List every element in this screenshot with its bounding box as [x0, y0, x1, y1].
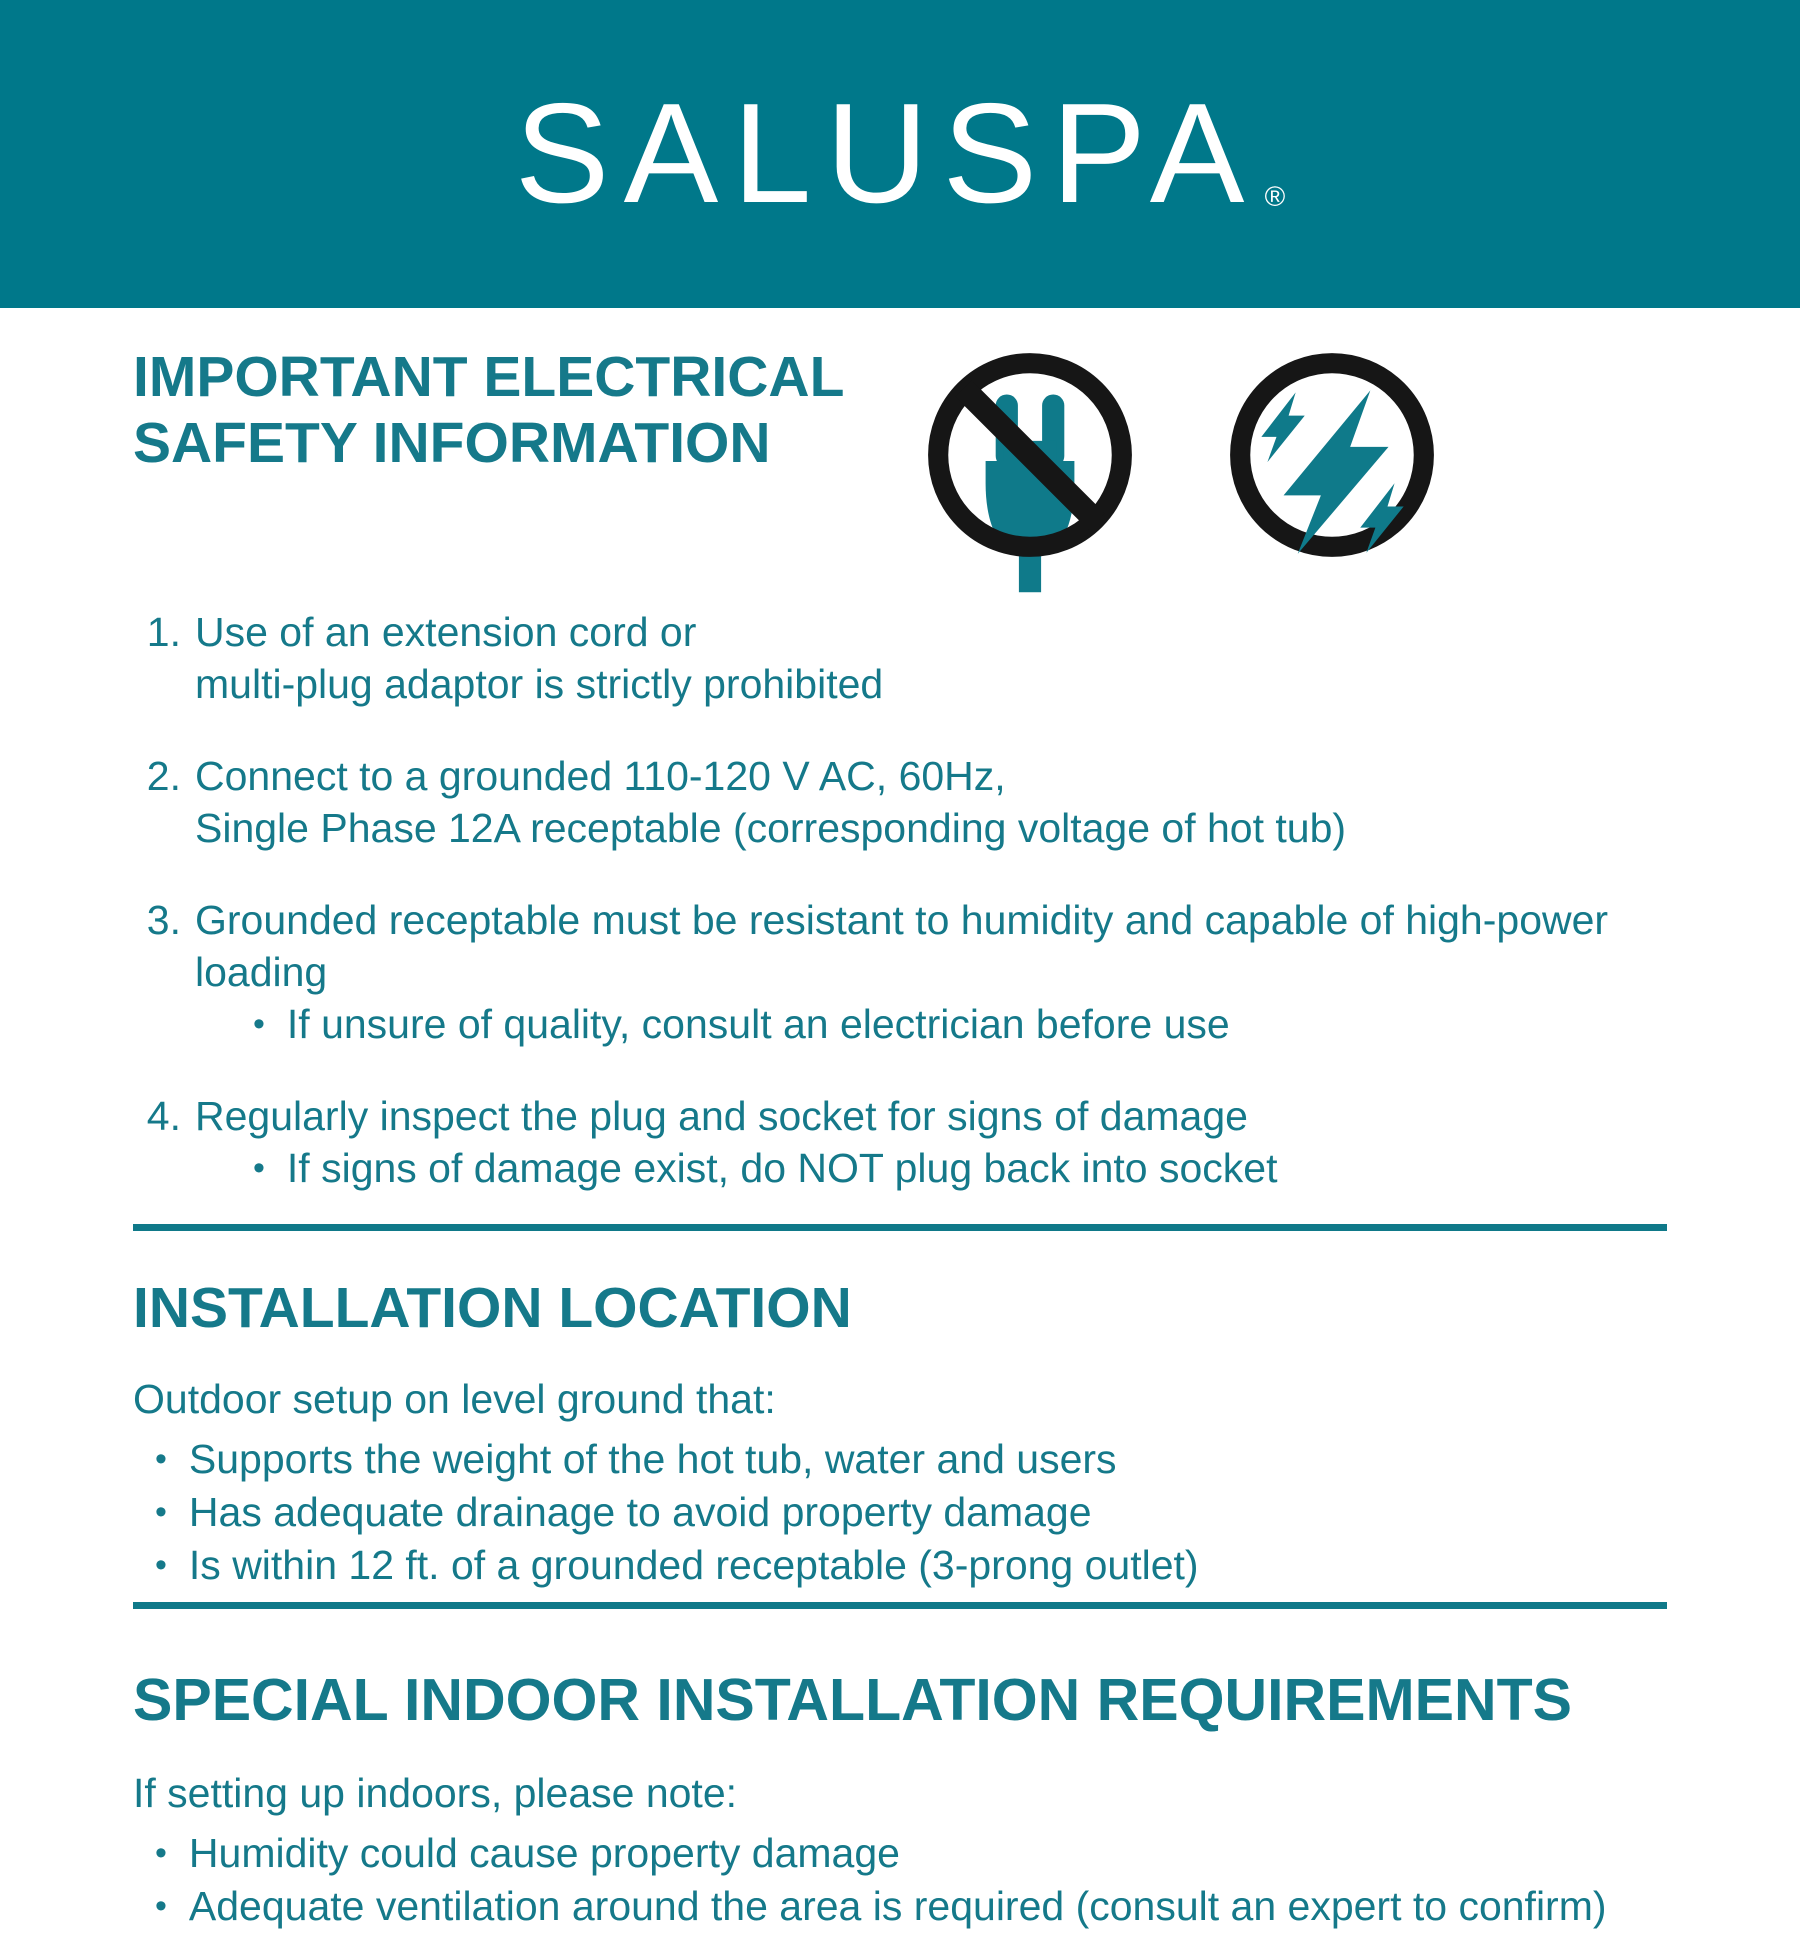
rule-text: Connect to a grounded 110-120 V AC, 60Hz, Single Phase 12A receptable (corresponding voltage of hot tub): [195, 753, 1347, 851]
section-divider-2: [133, 1602, 1667, 1609]
no-plug-icon: [919, 344, 1141, 566]
indoor-bullet-1: • Humidity could cause property damage: [133, 1827, 1667, 1880]
brand-wordmark: [514, 74, 1286, 233]
location-bullet-1: • Supports the weight of the hot tub, water and users: [133, 1433, 1667, 1486]
rule-number: 1.: [146, 609, 181, 655]
safety-rule-2: [133, 750, 1667, 854]
safety-rule-4: [133, 1090, 1667, 1194]
card-body: [0, 308, 1800, 1933]
safety-rule-1: [133, 606, 1667, 710]
rule-number: 2.: [146, 753, 181, 799]
rule-number: 4.: [146, 1093, 181, 1139]
warning-icons: [919, 344, 1667, 566]
electric-shock-icon: [1221, 344, 1443, 566]
indoor-requirements-bullets: [133, 1827, 1667, 1933]
indoor-requirements-title: SPECIAL INDOOR INSTALLATION REQUIREMENTS: [133, 1667, 1572, 1733]
electrical-safety-section: [133, 308, 1667, 566]
section-divider-1: [133, 1224, 1667, 1231]
brand-name: SALUSPA: [514, 74, 1259, 233]
rule-text: Grounded receptable must be resistant to humidity and capable of high-power loading • If unsure of quality, consult an electrician before use: [195, 894, 1667, 1050]
indoor-bullet-2: • Adequate ventilation around the area is required (consult an expert to confirm): [133, 1880, 1667, 1933]
title-line-1: IMPORTANT ELECTRICAL: [133, 345, 845, 409]
rule-text: Use of an extension cord or multi-plug adaptor is strictly prohibited: [195, 609, 884, 707]
electrical-safety-title: [133, 344, 844, 566]
rule-text: Regularly inspect the plug and socket for signs of damage • If signs of damage exist, do NOT plug back into socket: [195, 1090, 1278, 1194]
installation-location-section: [133, 1275, 1667, 1592]
indoor-requirements-intro: If setting up indoors, please note:: [133, 1770, 738, 1816]
safety-rules-list: [133, 606, 1667, 1194]
installation-location-bullets: [133, 1433, 1667, 1592]
brand-header: [0, 0, 1800, 308]
rule-number: 3.: [146, 897, 181, 943]
indoor-requirements-section: [133, 1665, 1667, 1933]
registered-trademark-symbol: ®: [1264, 181, 1286, 212]
location-bullet-2: • Has adequate drainage to avoid property damage: [133, 1486, 1667, 1539]
rule-sub-bullet: • If signs of damage exist, do NOT plug back into socket: [195, 1142, 1278, 1194]
installation-location-intro: Outdoor setup on level ground that:: [133, 1376, 776, 1422]
location-bullet-3: • Is within 12 ft. of a grounded receptable (3-prong outlet): [133, 1539, 1667, 1592]
safety-rule-3: [133, 894, 1667, 1050]
title-line-2: SAFETY INFORMATION: [133, 411, 771, 475]
rule-sub-bullet: • If unsure of quality, consult an electrician before use: [195, 998, 1667, 1050]
installation-location-title: INSTALLATION LOCATION: [133, 1276, 852, 1340]
